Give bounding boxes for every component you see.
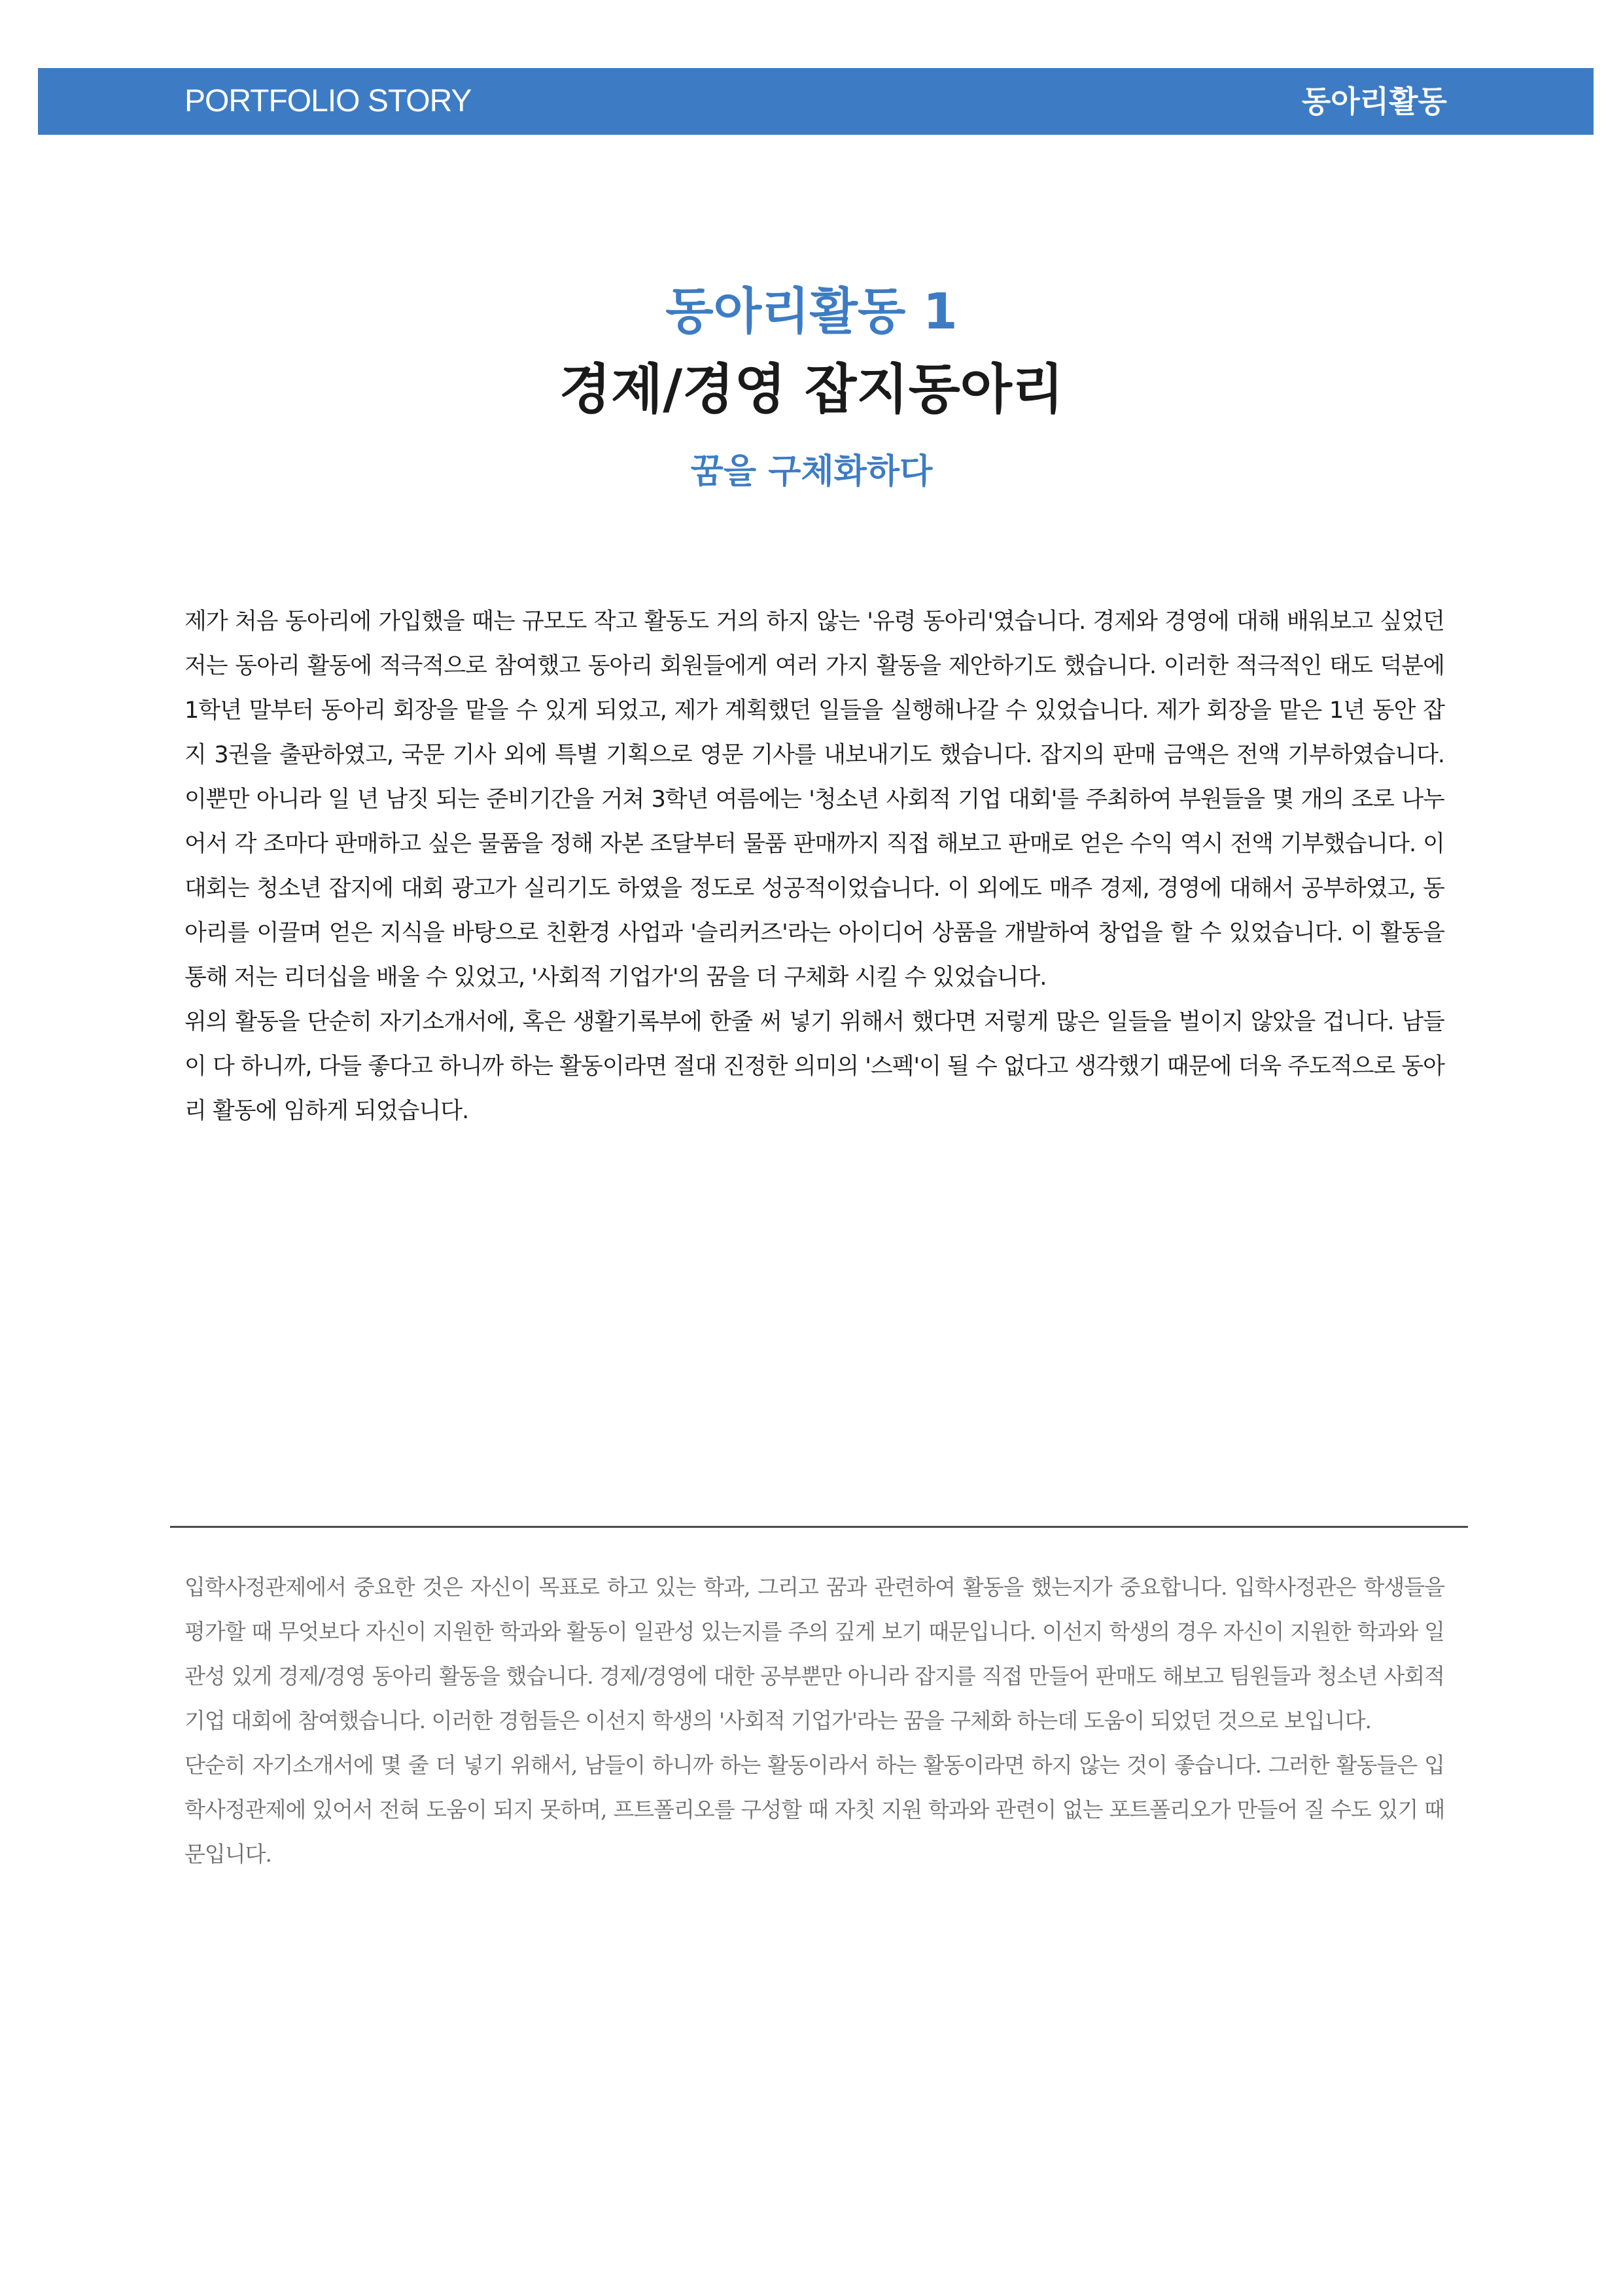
section-number-title: 동아리활동 1 [665, 282, 958, 340]
header-portfolio-label: PORTFOLIO STORY [184, 84, 472, 118]
section-divider [170, 1526, 1468, 1528]
page-subtitle: 꿈을 구체화하다 [690, 452, 933, 491]
advisor-comment [184, 1565, 1444, 1877]
body-paragraph: 위의 활동을 단순히 자기소개서에, 혹은 생활기록부에 한줄 써 넣기 위해서 했다면 저렇게 많은 일들을 벌이지 않았을 겁니다. 남들이 다 하니까, 다들 좋다고 하니까 하는 활동이라면 절대 진정한 의미의 '스펙'이 될 수 없다고 생각했기 때문에 더욱 주도적으로 동아리 활동에 임하게 되었습니다. [184, 1009, 1444, 1124]
comment-paragraph: 단순히 자기소개서에 몇 줄 더 넣기 위해서, 남들이 하니까 하는 활동이라서 하는 활동이라면 하지 않는 것이 좋습니다. 그러한 활동들은 입학사정관제에 있어서 전혀 도움이 되지 못하며, 프트폴리오를 구성할 때 자칫 지원 학과와 관련이 없는 포트폴리오가 만들어 질 수도 있기 때문입니다. [184, 1752, 1444, 1867]
header-bar [38, 68, 1594, 135]
header-section-label: 동아리활동 [1301, 84, 1447, 119]
page-title: 경제/경영 잡지동아리 [559, 359, 1064, 421]
body-text [184, 599, 1444, 1133]
comment-paragraph: 입학사정관제에서 중요한 것은 자신이 목표로 하고 있는 학과, 그리고 꿈과 관련하여 활동을 했는지가 중요합니다. 입학사정관은 학생들을 평가할 때 무엇보다 자신이 지원한 학과와 활동이 일관성 있는지를 주의 깊게 보기 때문입니다. 이선지 학생의 경우 자신이 지원한 학과와 일관성 있게 경제/경영 동아리 활동을 했습니다. 경제/경영에 대한 공부뿐만 아니라 잡지를 직접 만들어 판매도 해보고 팀원들과 청소년 사회적 기업 대회에 참여했습니다. 이러한 경험들은 이선지 학생의 '사회적 기업가'라는 꿈을 구체화 하는데 도움이 되었던 것으로 보입니다. [184, 1574, 1444, 1733]
body-paragraph: 제가 처음 동아리에 가입했을 때는 규모도 작고 활동도 거의 하지 않는 '유령 동아리'였습니다. 경제와 경영에 대해 배워보고 싶었던 저는 동아리 활동에 적극적으로 참여했고 동아리 회원들에게 여러 가지 활동을 제안하기도 했습니다. 이러한 적극적인 태도 덕분에 1학년 말부터 동아리 회장을 맡을 수 있게 되었고, 제가 계획했던 일들을 실행해나갈 수 있었습니다. 제가 회장을 맡은 1년 동안 잡지 3권을 출판하였고, 국문 기사 외에 특별 기획으로 영문 기사를 내보내기도 했습니다. 잡지의 판매 금액은 전액 기부하였습니다. 이뿐만 아니라 일 년 남짓 되는 준비기간을 거쳐 3학년 여름에는 '청소년 사회적 기업 대회'를 주최하여 부원들을 몇 개의 조로 나누어서 각 조마다 판매하고 싶은 물품을 정해 자본 조달부터 물품 판매까지 직접 해보고 판매로 얻은 수익 역시 전액 기부했습니다. 이 대회는 청소년 잡지에 대회 광고가 실리기도 하였을 정도로 성공적이었습니다. 이 외에도 매주 경제, 경영에 대해서 공부하였고, 동아리를 이끌며 얻은 지식을 바탕으로 친환경 사업과 '슬리커즈'라는 아이디어 상품을 개발하여 창업을 할 수 있었습니다. 이 활동을 통해 저는 리더십을 배울 수 있었고, '사회적 기업가'의 꿈을 더 구체화 시킬 수 있었습니다. [184, 609, 1444, 991]
